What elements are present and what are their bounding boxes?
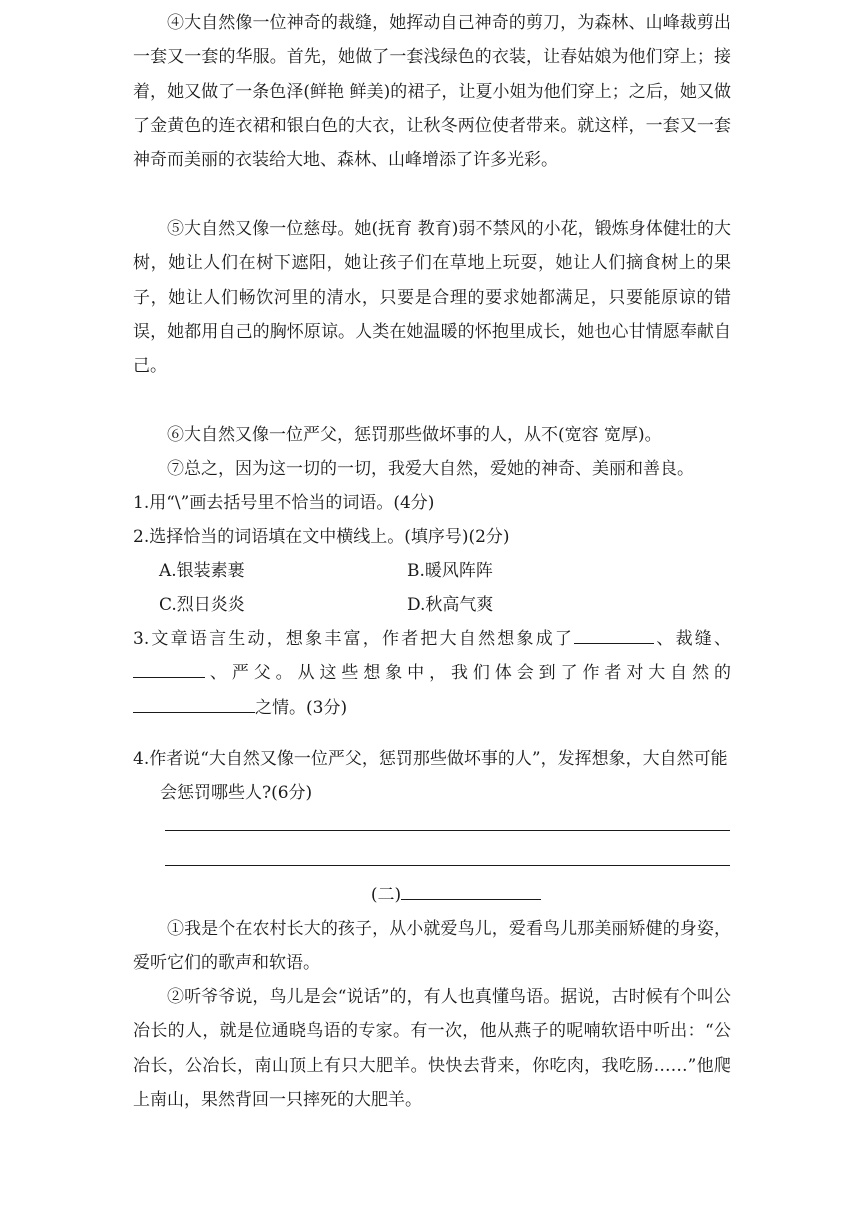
question-4: 4.作者说“大自然又像一位严父，惩罚那些做坏事的人”，发挥想象，大自然可能会惩罚哪些人?(6分)	[133, 749, 728, 804]
paragraph-4: ④大自然像一位神奇的裁缝，她挥动自己神奇的剪刀，为森林、山峰裁剪出一套又一套的华服。首先，她做了一套浅绿色的衣装，让春姑娘为他们穿上；接着，她又做了一条色泽(鲜艳 鲜美)的裙子，让夏小姐为他们穿上；之后，她又做了金黄色的连衣裙和银白色的大衣，让秋冬两位使者带来。就这样，一套又一套神奇而美丽的衣装给大地、森林、山峰增添了许多光彩。	[133, 13, 731, 171]
section-2-label: (二)	[370, 885, 402, 905]
question-1: 1.用“\”画去括号里不恰当的词语。(4分)	[133, 493, 435, 513]
option-c: C.烈日炎炎	[159, 595, 245, 615]
answer-line-2[interactable]	[165, 865, 730, 866]
answer-line-1[interactable]	[165, 830, 730, 831]
section-2-paragraph-2: ②听爷爷说，鸟儿是会“说话”的，有人也真懂鸟语。据说，古时候有个叫公冶长的人，就是位通晓鸟语的专家。有一次，他从燕子的呢喃软语中听出：“公冶长，公冶长，南山顶上有只大肥羊。快快去背来，你吃肉，我吃肠……”他爬上南山，果然背回一只摔死的大肥羊。	[133, 987, 731, 1110]
paragraph-6: ⑥大自然又像一位严父，惩罚那些做坏事的人，从不(宽容 宽厚)。	[167, 425, 662, 445]
title-blank[interactable]	[401, 881, 541, 900]
paragraph-5: ⑤大自然又像一位慈母。她(抚育 教育)弱不禁风的小花，锻炼身体健壮的大树，她让人们在树下遮阳，她让孩子们在草地上玩耍，她让人们摘食树上的果子，她让人们畅饮河里的清水，只要是合理的要求她都满足，只要能原谅的错误，她都用自己的胸怀原谅。人类在她温暖的怀抱里成长，她也心甘情愿奉献自己。	[133, 219, 731, 377]
question-3-text-4: 之情。(3分)	[255, 697, 348, 718]
section-2-paragraph-1: ①我是个在农村长大的孩子，从小就爱鸟儿，爱看鸟儿那美丽矫健的身姿，爱听它们的歌声和软语。	[133, 919, 731, 974]
answer-blank-2[interactable]	[133, 659, 205, 678]
question-3	[133, 622, 731, 725]
question-2: 2.选择恰当的词语填在文中横线上。(填序号)(2分)	[133, 527, 510, 547]
question-3-text-1: 3.文章语言生动，想象丰富，作者把大自然想象成了	[133, 629, 575, 649]
section-2-heading	[0, 878, 860, 912]
answer-blank-3[interactable]	[133, 694, 255, 713]
option-a: A.银装素裹	[159, 561, 245, 581]
answer-blank-1[interactable]	[574, 625, 654, 644]
question-3-text-2: 、裁缝、	[654, 629, 732, 649]
paragraph-7: ⑦总之，因为这一切的一切，我爱大自然，爱她的神奇、美丽和善良。	[167, 459, 694, 479]
option-b: B.暖风阵阵	[407, 561, 493, 581]
question-3-text-3: 、严父。从这些想象中，我们体会到了作者对大自然的	[205, 663, 731, 684]
option-d: D.秋高气爽	[407, 595, 494, 615]
